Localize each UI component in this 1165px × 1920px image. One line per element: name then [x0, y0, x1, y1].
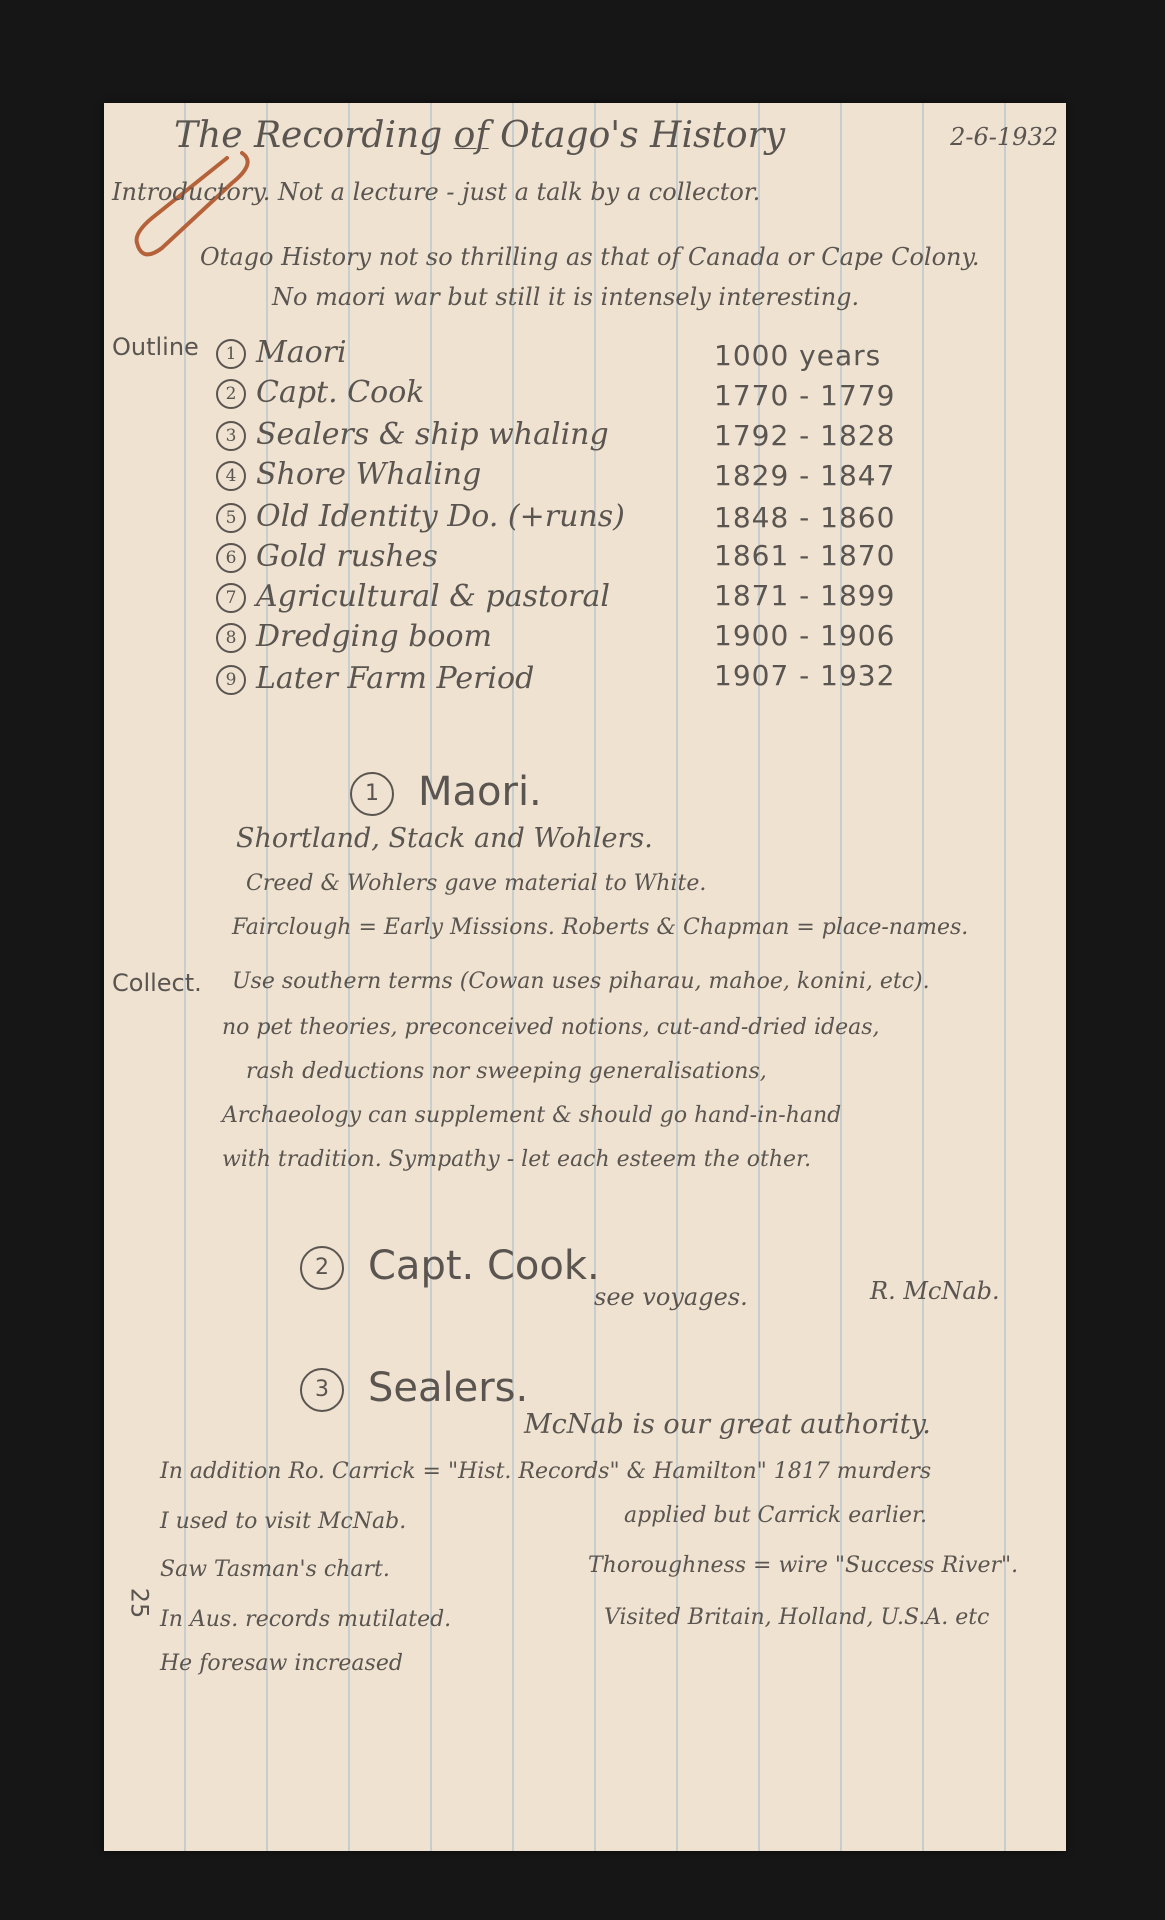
outline-item: [216, 661, 534, 696]
page-title: The Recording of Otago's History: [174, 115, 786, 156]
outline-years: 1871 - 1899: [714, 579, 896, 612]
page-number: 25: [125, 1587, 154, 1619]
item-label: Sealers & ship whaling: [256, 417, 609, 452]
section-heading-text: Capt. Cook.: [368, 1243, 600, 1289]
item-label: Old Identity Do. (+runs): [256, 499, 625, 534]
outline-years: 1829 - 1847: [714, 459, 896, 492]
outline-item: [216, 619, 492, 654]
sealers-line-2: In addition Ro. Carrick = "Hist. Records" & Hamilton" 1817 murders: [160, 1459, 932, 1484]
sealers-line-1: McNab is our great authority.: [524, 1409, 931, 1440]
item-number: 6: [216, 543, 246, 573]
section-number: 1: [350, 772, 394, 816]
outline-item: [216, 375, 424, 410]
outline-years: 1861 - 1870: [714, 539, 896, 572]
intro-line: Introductory. Not a lecture - just a talk by a collector.: [112, 178, 761, 206]
outline-item: [216, 335, 347, 370]
cook-author: R. McNab.: [870, 1277, 1000, 1305]
item-number: 3: [216, 421, 246, 451]
maori-line-5: no pet theories, preconceived notions, cut-and-dried ideas,: [222, 1015, 880, 1040]
outline-years: 1848 - 1860: [714, 501, 896, 534]
item-number: 1: [216, 339, 246, 369]
sealers-line-3b: applied but Carrick earlier.: [624, 1503, 928, 1528]
outline-item: [216, 417, 609, 452]
item-label: Gold rushes: [256, 539, 438, 574]
item-label: Maori: [256, 335, 347, 370]
sealers-line-6: He foresaw increased: [160, 1651, 403, 1676]
section-number: 2: [300, 1246, 344, 1290]
maori-line-4: Use southern terms (Cowan uses piharau, mahoe, konini, etc).: [232, 969, 930, 994]
item-label: Dredging boom: [256, 619, 492, 654]
date: 2-6-1932: [950, 123, 1058, 151]
outline-label: Outline: [112, 333, 199, 361]
maori-line-8: with tradition. Sympathy - let each esteem the other.: [222, 1147, 812, 1172]
otago-history-line-2: No maori war but still it is intensely interesting.: [272, 283, 860, 311]
item-number: 8: [216, 623, 246, 653]
item-number: 2: [216, 379, 246, 409]
outline-item: [216, 499, 625, 534]
outline-item: [216, 539, 438, 574]
item-number: 5: [216, 503, 246, 533]
section-heading-sealers: [300, 1365, 528, 1412]
outline-item: [216, 457, 481, 492]
section-heading-cook: [300, 1243, 600, 1290]
outline-years: 1907 - 1932: [714, 659, 896, 692]
sealers-line-4b: Thoroughness = wire "Success River".: [588, 1553, 1019, 1578]
cook-see-voyages: see voyages.: [594, 1283, 748, 1311]
item-number: 9: [216, 665, 246, 695]
item-number: 4: [216, 461, 246, 491]
item-number: 7: [216, 583, 246, 613]
collect-label: Collect.: [112, 969, 202, 997]
outline-years: 1000 years: [714, 339, 882, 372]
sealers-line-4a: Saw Tasman's chart.: [160, 1557, 390, 1582]
sealers-line-5a: In Aus. records mutilated.: [160, 1607, 452, 1632]
item-label: Capt. Cook: [256, 375, 425, 410]
document-page: [104, 103, 1066, 1851]
sealers-line-3a: I used to visit McNab.: [160, 1509, 407, 1534]
maori-line-1: Shortland, Stack and Wohlers.: [236, 823, 653, 854]
outline-years: 1770 - 1779: [714, 379, 896, 412]
item-label: Shore Whaling: [256, 457, 482, 492]
item-label: Agricultural & pastoral: [256, 579, 610, 614]
section-heading-text: Maori.: [418, 769, 542, 815]
section-heading-maori: [350, 769, 542, 816]
maori-line-7: Archaeology can supplement & should go hand-in-hand: [222, 1103, 842, 1128]
item-label: Later Farm Period: [256, 661, 535, 696]
maori-line-2: Creed & Wohlers gave material to White.: [246, 871, 707, 896]
otago-history-line-1: Otago History not so thrilling as that of Canada or Cape Colony.: [200, 243, 980, 271]
outline-item: [216, 579, 610, 614]
sealers-line-5b: Visited Britain, Holland, U.S.A. etc: [604, 1605, 990, 1630]
maori-line-3: Fairclough = Early Missions. Roberts & Chapman = place-names.: [232, 915, 969, 940]
section-heading-text: Sealers.: [368, 1365, 529, 1411]
outline-years: 1792 - 1828: [714, 419, 896, 452]
maori-line-6: rash deductions nor sweeping generalisations,: [246, 1059, 767, 1084]
outline-years: 1900 - 1906: [714, 619, 896, 652]
section-number: 3: [300, 1368, 344, 1412]
